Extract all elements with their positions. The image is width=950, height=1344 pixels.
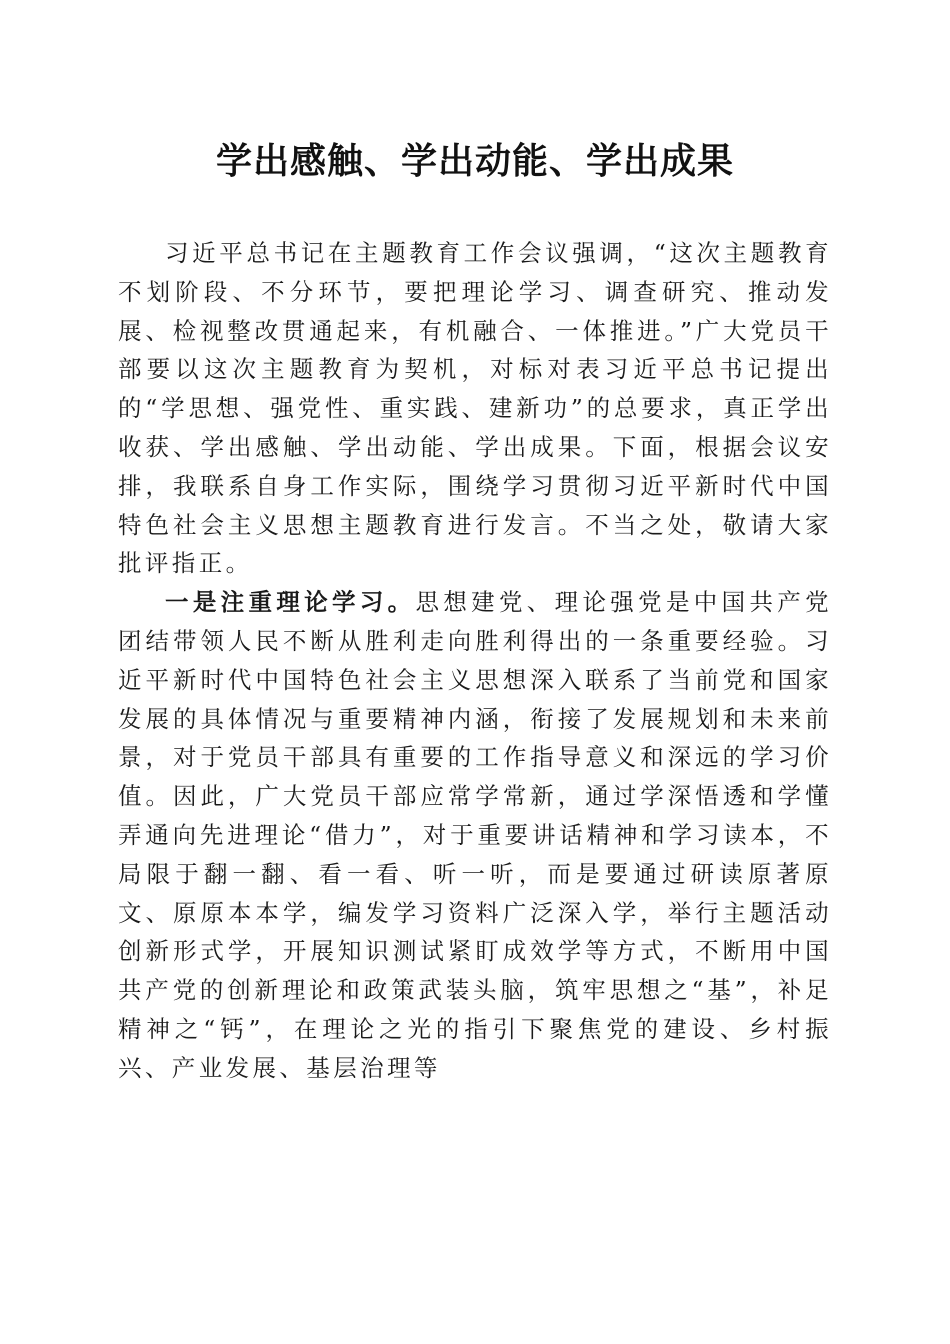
paragraph-intro [118,234,832,583]
document-body [118,234,832,1088]
paragraph-point-one-lead: 一是注重理论学习。 [165,588,416,617]
document-title: 学出感触、学出动能、学出成果 [215,141,734,182]
paragraph-point-one-text: 思想建党、理论强党是中国共产党团结带领人民不断从胜利走向胜利得出的一条重要经验。习近平新时代中国特色社会主义思想深入联系了当前党和国家发展的具体情况与重要精神内涵，衔接了发展规划和未来前景，对于党员干部具有重要的工作指导意义和深远的学习价值。因此，广大党员干部应常学常新，通过学深悟透和学懂弄通向先进理论“借力”，对于重要讲话精神和学习读本，不局限于翻一翻、看一看、听一听，而是要通过研读原著原文、原原本本学，编发学习资料广泛深入学，举行主题活动创新形式学，开展知识测试紧盯成效学等方式，不断用中国共产党的创新理论和政策武装头脑，筑牢思想之“基”，补足精神之“钙”，在理论之光的指引下聚焦党的建设、乡村振兴、产业发展、基层治理等 [118,588,833,1082]
paragraph-intro-text: 习近平总书记在主题教育工作会议强调，“这次主题教育不划阶段、不分环节，要把理论学习、调查研究、推动发展、检视整改贯通起来，有机融合、一体推进。”广大党员干部要以这次主题教育为契机，对标对表习近平总书记提出的“学思想、强党性、重实践、建新功”的总要求，真正学出收获、学出感触、学出动能、学出成果。下面，根据会议安排，我联系自身工作实际，围绕学习贯彻习近平新时代中国特色社会主义思想主题教育进行发言。不当之处，敬请大家批评指正。 [118,239,832,578]
paragraph-point-one [118,583,832,1087]
